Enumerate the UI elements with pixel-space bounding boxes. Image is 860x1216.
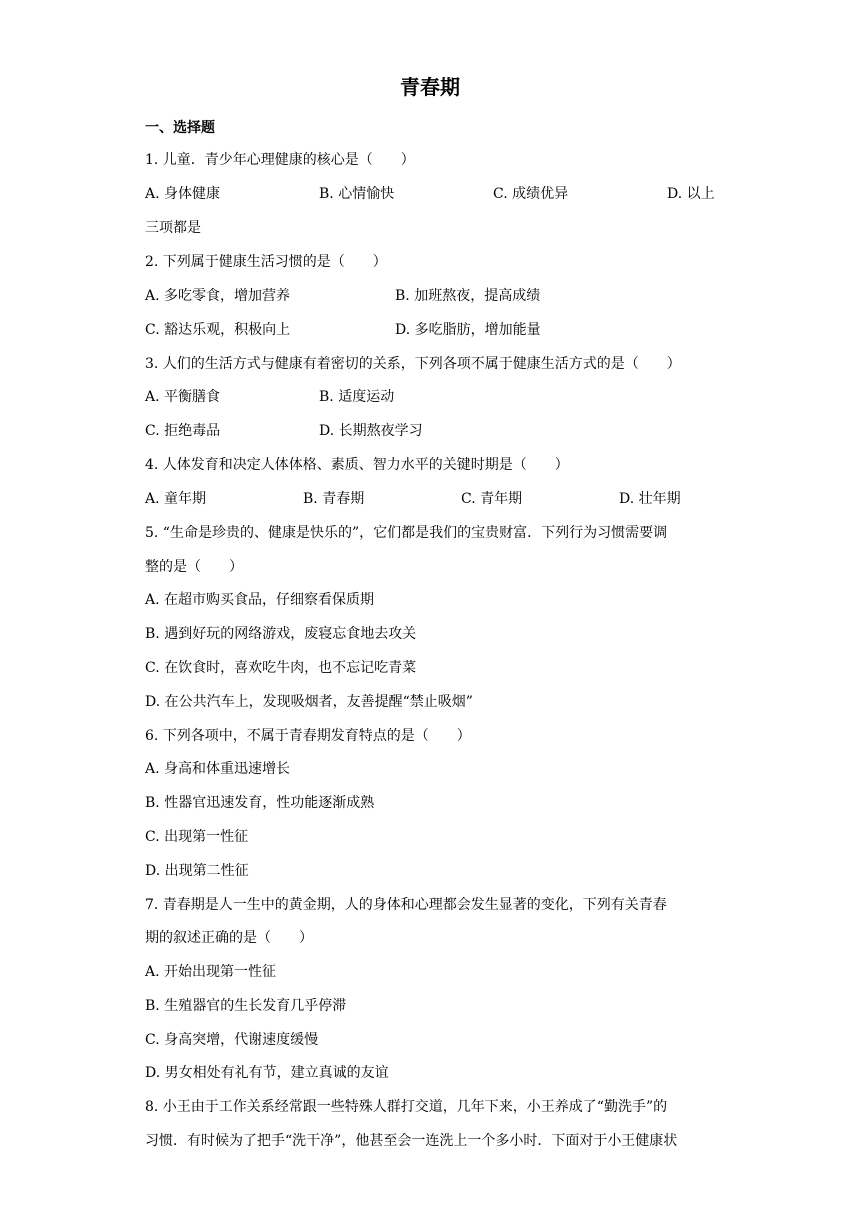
question-1-option-d: D. 以上 bbox=[667, 186, 715, 202]
page-title: 青春期 bbox=[400, 75, 460, 99]
question-6-stem: 6. 下列各项中，不属于青春期发育特点的是（ ） bbox=[145, 728, 471, 744]
question-4-stem: 4. 人体发育和决定人体体格、素质、智力水平的关键时期是（ ） bbox=[145, 457, 569, 473]
question-5-stem-line-2: 整的是（ ） bbox=[145, 559, 243, 575]
question-7-stem-line-2: 期的叙述正确的是（ ） bbox=[145, 930, 313, 946]
question-5-option-b: B. 遇到好玩的网络游戏，废寝忘食地去攻关 bbox=[145, 626, 417, 642]
section-heading: 一、选择题 bbox=[145, 120, 215, 136]
question-6-option-a: A. 身高和体重迅速增长 bbox=[145, 761, 291, 777]
question-4-option-d: D. 壮年期 bbox=[619, 491, 681, 507]
question-2-option-a: A. 多吃零食，增加营养 bbox=[145, 288, 291, 304]
question-3-option-c: C. 拒绝毒品 bbox=[145, 423, 221, 439]
question-2-option-d: D. 多吃脂肪，增加能量 bbox=[395, 322, 541, 338]
question-8-stem-line-1: 8. 小王由于工作关系经常跟一些特殊人群打交道，几年下来，小王养成了“勤洗手”的 bbox=[145, 1099, 668, 1115]
question-5-option-a: A. 在超市购买食品，仔细察看保质期 bbox=[145, 592, 375, 608]
question-3-option-d: D. 长期熬夜学习 bbox=[319, 423, 423, 439]
question-8-stem-line-2: 习惯．有时候为了把手“洗干净”，他甚至会一连洗上一个多小时．下面对于小王健康状 bbox=[145, 1133, 678, 1149]
question-4-option-a: A. 童年期 bbox=[145, 491, 207, 507]
question-6-option-c: C. 出现第一性征 bbox=[145, 829, 249, 845]
question-2-stem: 2. 下列属于健康生活习惯的是（ ） bbox=[145, 254, 387, 270]
question-1-option-a: A. 身体健康 bbox=[145, 186, 221, 202]
question-2-option-c: C. 豁达乐观，积极向上 bbox=[145, 322, 291, 338]
question-2-option-b: B. 加班熬夜，提高成绩 bbox=[395, 288, 541, 304]
question-7-option-b: B. 生殖器官的生长发育几乎停滞 bbox=[145, 998, 347, 1014]
question-1-stem: 1. 儿童．青少年心理健康的核心是（ ） bbox=[145, 152, 415, 168]
question-7-option-d: D. 男女相处有礼有节，建立真诚的友谊 bbox=[145, 1065, 389, 1081]
question-1-option-c: C. 成绩优异 bbox=[493, 186, 569, 202]
question-4-option-c: C. 青年期 bbox=[461, 491, 523, 507]
question-5-option-c: C. 在饮食时，喜欢吃牛肉，也不忘记吃青菜 bbox=[145, 660, 417, 676]
question-6-option-b: B. 性器官迅速发育，性功能逐渐成熟 bbox=[145, 795, 375, 811]
question-3-stem: 3. 人们的生活方式与健康有着密切的关系，下列各项不属于健康生活方式的是（ ） bbox=[145, 356, 681, 372]
question-1-option-b: B. 心情愉快 bbox=[319, 186, 395, 202]
question-7-option-a: A. 开始出现第一性征 bbox=[145, 964, 277, 980]
question-3-option-a: A. 平衡膳食 bbox=[145, 389, 221, 405]
question-4-option-b: B. 青春期 bbox=[303, 491, 365, 507]
question-5-stem-line-1: 5. “生命是珍贵的、健康是快乐的”，它们都是我们的宝贵财富．下列行为习惯需要调 bbox=[145, 525, 668, 541]
question-7-stem-line-1: 7. 青春期是人一生中的黄金期，人的身体和心理都会发生显著的变化，下列有关青春 bbox=[145, 897, 667, 913]
question-3-option-b: B. 适度运动 bbox=[319, 389, 395, 405]
question-7-option-c: C. 身高突增，代谢速度缓慢 bbox=[145, 1032, 319, 1048]
question-6-option-d: D. 出现第二性征 bbox=[145, 863, 249, 879]
question-5-option-d: D. 在公共汽车上，发现吸烟者，友善提醒“禁止吸烟” bbox=[145, 694, 473, 710]
question-1-option-d-continued: 三项都是 bbox=[145, 220, 201, 236]
